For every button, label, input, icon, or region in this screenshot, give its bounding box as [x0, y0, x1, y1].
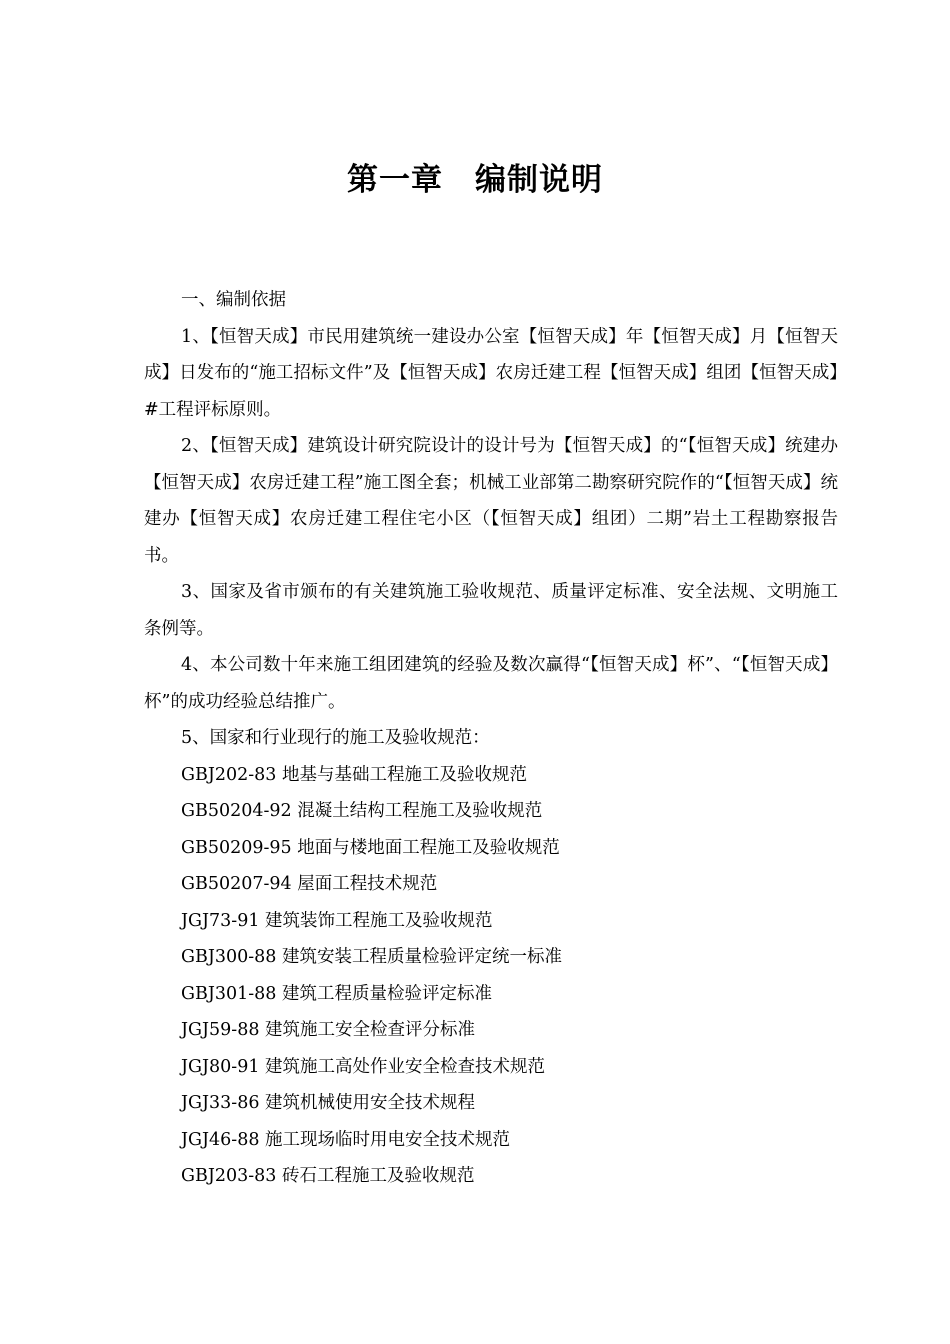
standard-item: JGJ33-86 建筑机械使用安全技术规程 — [181, 1093, 476, 1113]
standard-item: JGJ46-88 施工现场临时用电安全技术规范 — [181, 1129, 511, 1150]
basis-item-2: 2、【恒智天成】建筑设计研究院设计的设计号为【恒智天成】的“【恒智天成】统建办【恒智天成】农房迁建工程”施工图全套；机械工业部第二勘察研究院作的“【恒智天成】统建办【恒智天成】农房迁建工程住宅小区（【恒智天成】组团）二期”岩土工程勘察报告书。 — [144, 436, 838, 566]
basis-item-3: 3、国家及省市颁布的有关建筑施工验收规范、质量评定标准、安全法规、文明施工条例等。 — [144, 582, 838, 639]
standard-item: GBJ300-88 建筑安装工程质量检验评定统一标准 — [181, 947, 562, 967]
standard-item: GBJ202-83 地基与基础工程施工及验收规范 — [181, 764, 527, 785]
section-heading: 一、编制依据 — [181, 290, 286, 310]
standard-item: GB50209-95 地面与楼地面工程施工及验收规范 — [181, 837, 560, 858]
standard-item: GBJ203-83 砖石工程施工及验收规范 — [181, 1166, 475, 1186]
chapter-title: 第一章 编制说明 — [347, 162, 603, 198]
standard-item: JGJ73-91 建筑装饰工程施工及验收规范 — [181, 910, 493, 931]
document-body — [144, 282, 838, 1195]
standard-item: GBJ301-88 建筑工程质量检验评定标准 — [181, 983, 493, 1004]
basis-item-4: 4、本公司数十年来施工组团建筑的经验及数次赢得“【恒智天成】杯”、“【恒智天成】杯”的成功经验总结推广。 — [144, 655, 838, 712]
standard-item: GB50207-94 屋面工程技术规范 — [181, 874, 438, 894]
basis-item-5: 5、国家和行业现行的施工及验收规范： — [181, 728, 490, 748]
standard-item: GB50204-92 混凝土结构工程施工及验收规范 — [181, 801, 543, 821]
standard-item: JGJ80-91 建筑施工高处作业安全检查技术规范 — [181, 1056, 546, 1077]
standard-item: JGJ59-88 建筑施工安全检查评分标准 — [181, 1020, 476, 1040]
basis-item-1: 1、【恒智天成】市民用建筑统一建设办公室【恒智天成】年【恒智天成】月【恒智天成】日发布的“施工招标文件”及【恒智天成】农房迁建工程【恒智天成】组团【恒智天成】#工程评标原则。 — [144, 326, 838, 420]
